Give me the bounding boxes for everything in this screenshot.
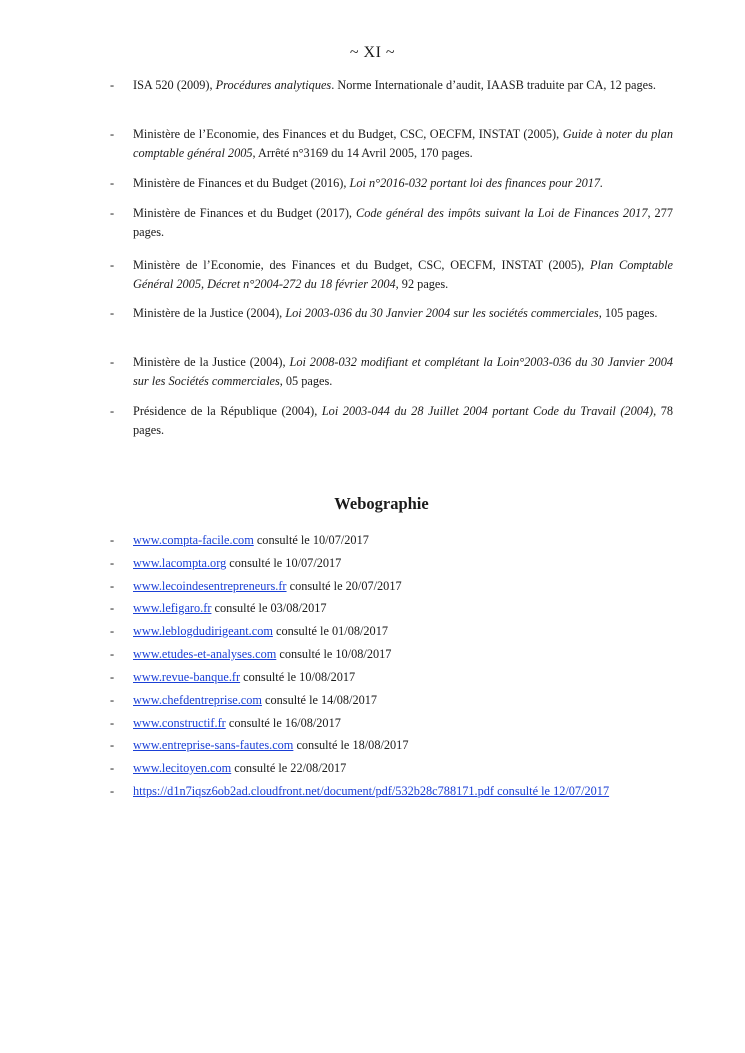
reference-title: Loi 2003-044 du 28 Juillet 2004 portant Code du Travail (2004) [321,404,654,418]
list-dash: - [110,738,115,752]
website-link[interactable]: www.lacompta.org [133,556,227,570]
reference-title: Procédures analytiques [215,78,332,92]
list-dash: - [110,624,115,638]
reference-author: Ministère de l’Economie, des Finances et du Budget, CSC, OECFM, INSTAT (2005), [133,258,591,272]
list-dash: - [110,693,115,707]
reference-title: Loi n°2016-032 portant loi des finances pour 2017. [349,176,604,190]
reference-item [133,402,673,439]
consultation-date: consulté le 22/08/2017 [231,761,347,775]
reference-item [133,174,673,193]
reference-author: Présidence de la République (2004), [133,404,322,418]
webography-heading: Webographie [334,494,429,513]
reference-title: Plan Comptable Général 2005, Décret n°2004-272 du 18 février 2004 [133,258,673,291]
list-item [133,577,402,595]
website-link[interactable]: www.constructif.fr [133,716,226,730]
list-dash: - [110,176,115,190]
consultation-date: consulté le 16/08/2017 [225,716,341,730]
website-link[interactable]: https://d1n7iqsz6ob2ad.cloudfront.net/document/pdf/532b28c788171.pdf consulté le 12/07/2017 [133,784,610,798]
consultation-date: consulté le 10/07/2017 [226,556,342,570]
list-dash: - [110,306,115,320]
website-link[interactable]: www.lecitoyen.com [133,761,232,775]
reference-details: . Norme Internationale d’audit, IAASB traduite par CA, 12 pages. [331,78,656,92]
consultation-date: consulté le 01/08/2017 [272,624,389,638]
list-dash: - [110,556,115,570]
list-dash: - [110,647,115,661]
list-item [133,759,346,777]
reference-item [133,125,673,162]
list-dash: - [110,716,115,730]
list-item [133,668,355,686]
reference-item [133,304,673,323]
list-item [133,691,377,709]
list-dash: - [110,579,115,593]
list-item [133,599,327,617]
list-item [133,714,341,732]
reference-details: , 105 pages. [598,306,658,320]
reference-title: Guide à noter du plan comptable général 2005 [133,127,673,160]
list-dash: - [110,355,115,369]
list-item [133,782,609,800]
website-link[interactable]: www.chefdentreprise.com [133,693,262,707]
list-item [133,531,369,549]
reference-details: , Arrêté n°3169 du 14 Avril 2005, 170 pages. [252,145,473,160]
reference-title: Code général des impôts suivant la Loi de Finances 2017 [356,206,648,220]
list-dash: - [110,78,115,92]
list-dash: - [110,127,115,141]
reference-details: , 05 pages. [279,373,333,388]
reference-details: , 277 pages. [133,206,674,239]
reference-item [133,76,673,95]
consultation-date: consulté le 10/08/2017 [240,670,356,684]
list-item [133,645,391,663]
reference-author: Ministère de la Justice (2004), [133,355,290,369]
reference-item [133,256,673,293]
list-dash: - [110,258,115,272]
reference-author: ISA 520 (2009), [133,78,216,92]
consultation-date: consulté le 14/08/2017 [261,693,378,707]
reference-item [133,353,673,390]
website-link[interactable]: www.etudes-et-analyses.com [133,647,277,661]
website-link[interactable]: www.entreprise-sans-fautes.com [133,738,294,752]
list-dash: - [110,533,115,547]
list-dash: - [110,206,115,220]
list-dash: - [110,404,115,418]
website-link[interactable]: www.lecoindesentrepreneurs.fr [133,579,287,593]
website-link[interactable]: www.leblogdudirigeant.com [133,624,273,638]
consultation-date: consulté le 10/08/2017 [276,647,392,661]
list-dash: - [110,761,115,775]
list-dash: - [110,670,115,684]
website-link[interactable]: www.revue-banque.fr [133,670,241,684]
list-dash: - [110,784,115,798]
consultation-date: consulté le 18/08/2017 [293,738,409,752]
list-item [133,554,341,572]
consultation-date: consulté le 20/07/2017 [286,579,402,593]
website-link[interactable]: www.compta-facile.com [133,533,254,547]
reference-details: , 78 pages. [133,404,674,437]
reference-author: Ministère de la Justice (2004), [133,306,286,320]
list-item [133,736,408,754]
website-link[interactable]: www.lefigaro.fr [133,601,212,615]
consultation-date: consulté le 10/07/2017 [253,533,369,547]
reference-title: Loi 2003-036 du 30 Janvier 2004 sur les sociétés commerciales [285,306,599,320]
reference-author: Ministère de Finances et du Budget (2017), [133,206,356,220]
reference-item [133,204,673,241]
reference-details: , 92 pages. [395,276,449,291]
consultation-date: consulté le 03/08/2017 [211,601,327,615]
reference-title: Loi 2008-032 modifiant et complétant la Loin°2003-036 du 30 Janvier 2004 sur les Sociétés commerciales [133,355,673,388]
page-number: ~ XI ~ [349,44,396,61]
list-item [133,622,388,640]
list-dash: - [110,601,115,615]
reference-author: Ministère de l’Economie, des Finances et du Budget, CSC, OECFM, INSTAT (2005), [133,127,563,141]
reference-author: Ministère de Finances et du Budget (2016), [133,176,350,190]
